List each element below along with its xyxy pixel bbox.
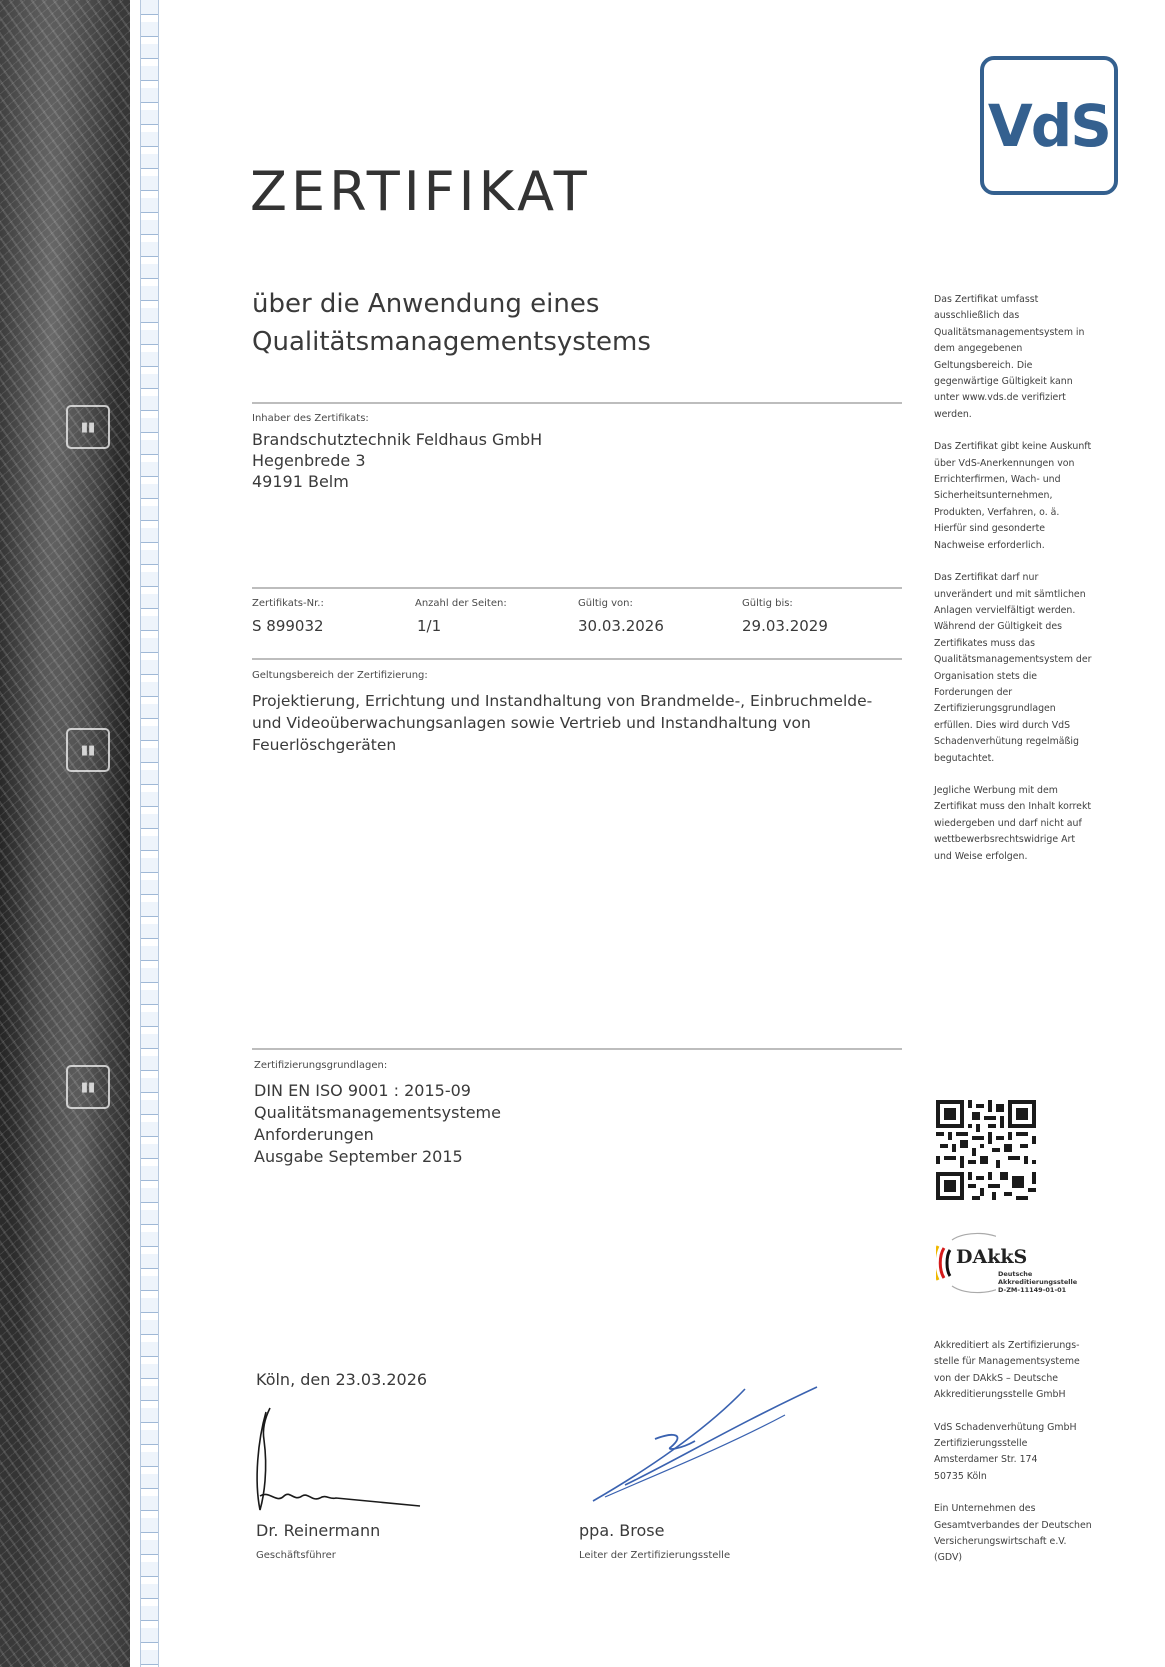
vds-logo-text: VdS — [987, 91, 1111, 160]
qr-code-icon — [936, 1100, 1036, 1200]
holder-city: 49191 Belm — [252, 472, 349, 491]
certificate-no-value: S 899032 — [252, 617, 324, 635]
subtitle-line: Qualitätsmanagementsystems — [252, 327, 651, 357]
sidebar-footer-notes — [934, 1338, 1124, 1583]
valid-from-value: 30.03.2026 — [578, 617, 664, 635]
divider — [252, 658, 902, 660]
issuer-address: VdS Schadenverhütung GmbH Zertifizierungsstelle Amsterdamer Str. 174 50735 Köln — [934, 1421, 1077, 1482]
certificate-no-label: Zertifikats-Nr.: — [252, 598, 324, 609]
signatory-name: ppa. Brose — [579, 1521, 665, 1540]
band-emblem-icon: ▮▮ — [66, 728, 110, 772]
sidebar-note: Das Zertifikat darf nur unverändert und mit sämtlichen Anlagen vervielfältigt werden. Während der Gültigkeit des Zertifikates muss das Qualitätsmanagementsystem der Organisation stets die Forderungen der Zertifizierungsgrundlagen erfüllen. Dies wird durch VdS Schadenverhütung regelmäßig begutachtet. — [934, 572, 1092, 764]
basis-label: Zertifizierungsgrundlagen: — [254, 1060, 388, 1071]
signatory-role: Geschäftsführer — [256, 1550, 336, 1561]
vds-logo — [980, 56, 1118, 195]
band-emblem-icon: ▮▮ — [66, 405, 110, 449]
dakks-name: DAkkS — [956, 1246, 1028, 1268]
pages-value: 1/1 — [417, 617, 442, 635]
divider — [252, 587, 902, 589]
dakks-id: D-ZM-11149-01-01 — [998, 1286, 1067, 1294]
dakks-line: Akkreditierungsstelle — [998, 1278, 1078, 1286]
security-microtext-strip — [140, 0, 159, 1667]
scope-label: Geltungsbereich der Zertifizierung: — [252, 670, 428, 681]
dakks-badge — [936, 1230, 1086, 1296]
divider — [252, 1048, 902, 1050]
sidebar-notes — [934, 292, 1124, 881]
signatory-name: Dr. Reinermann — [256, 1521, 381, 1540]
basis-standard: DIN EN ISO 9001 : 2015-09 — [254, 1081, 471, 1100]
valid-to-value: 29.03.2029 — [742, 617, 828, 635]
holder-label: Inhaber des Zertifikats: — [252, 413, 369, 424]
page-title: ZERTIFIKAT — [250, 160, 591, 223]
valid-from-label: Gültig von: — [578, 598, 633, 609]
basis-line: Qualitätsmanagementsysteme — [254, 1103, 501, 1122]
signature-reinermann — [250, 1400, 440, 1520]
pages-label: Anzahl der Seiten: — [415, 598, 507, 609]
sidebar-note: Das Zertifikat gibt keine Auskunft über VdS-Anerkennungen von Errichterfirmen, Wach- und Sicherheitsunternehmen, Produkten, Verfahren, o. ä. Hierfür sind gesonderte Nachweise erforderlich. — [934, 441, 1092, 551]
band-emblem-icon: ▮▮ — [66, 1065, 110, 1109]
sidebar-note: Jegliche Werbung mit dem Zertifikat muss den Inhalt korrekt wiedergeben und darf nicht auf wettbewerbsrechtswidrige Art und Weise erfolgen. — [934, 784, 1092, 862]
signature-brose — [585, 1375, 845, 1505]
signatory-role: Leiter der Zertifizierungsstelle — [579, 1550, 731, 1561]
basis-line: Anforderungen — [254, 1125, 374, 1144]
place-date: Köln, den 23.03.2026 — [256, 1370, 428, 1389]
holder-company: Brandschutztechnik Feldhaus GmbH — [252, 430, 543, 449]
member-note: Ein Unternehmen des Gesamtverbandes der Deutschen Versicherungswirtschaft e.V. (GDV) — [934, 1503, 1092, 1564]
accreditation-note: Akkreditiert als Zertifizierungs- stelle für Managementsysteme von der DAkkS – Deutsche Akkreditierungsstelle GmbH — [934, 1340, 1080, 1401]
sidebar-note: Das Zertifikat umfasst ausschließlich das Qualitätsmanagementsystem in dem angegebenen Geltungsbereich. Die gegenwärtige Gültigkeit kann unter www.vds.de verifiziert werden. — [934, 294, 1085, 420]
holder-address — [252, 429, 542, 492]
basis-text — [254, 1080, 501, 1168]
dakks-subtext — [998, 1270, 1077, 1294]
divider — [252, 402, 902, 404]
subtitle-line: über die Anwendung eines — [252, 289, 600, 319]
dakks-line: Deutsche — [998, 1270, 1033, 1278]
valid-to-label: Gültig bis: — [742, 598, 793, 609]
security-band — [0, 0, 130, 1667]
scope-text: Projektierung, Errichtung und Instandhaltung von Brandmelde-, Einbruchmelde- und Videoüberwachungsanlagen sowie Vertrieb und Instandhaltung von Feuerlöschgeräten — [252, 692, 873, 754]
basis-edition: Ausgabe September 2015 — [254, 1147, 463, 1166]
page-subtitle — [252, 285, 651, 361]
holder-street: Hegenbrede 3 — [252, 451, 366, 470]
